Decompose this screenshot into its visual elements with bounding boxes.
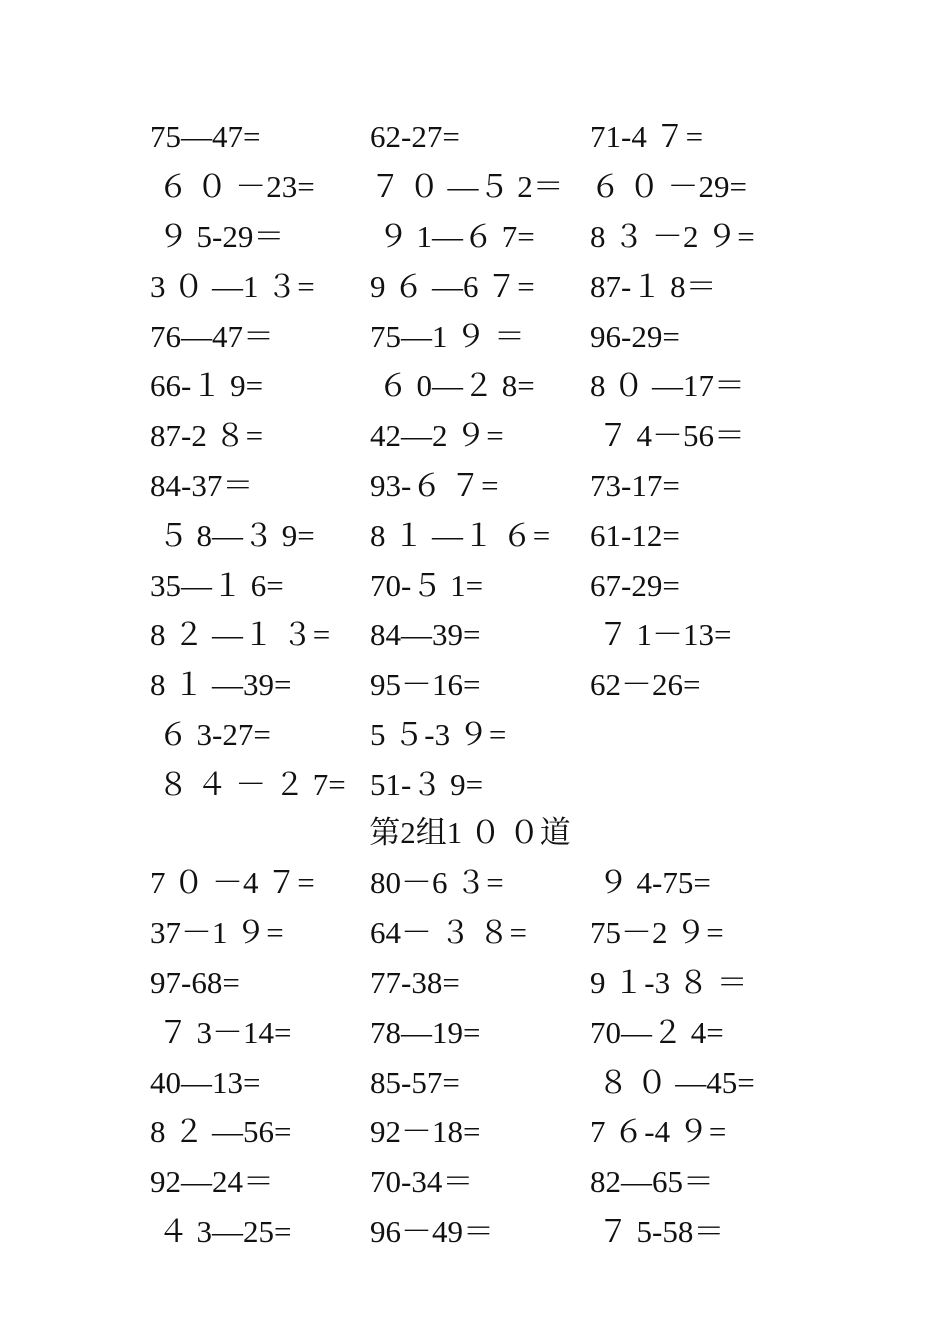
problem-row — [150, 908, 810, 958]
problem-row — [150, 858, 810, 908]
problem-row — [150, 610, 810, 660]
problem-row — [150, 1057, 810, 1107]
problem: 70-５ 1= — [370, 567, 484, 603]
problem: 82—65＝ — [590, 1164, 714, 1200]
problem: ６ 3-27= — [150, 716, 271, 752]
problem: 95－16= — [370, 667, 481, 703]
problem: 93-６ ７= — [370, 467, 499, 503]
problem: ７ 4－56＝ — [590, 418, 745, 454]
problem: ８ ４ － ２ 7= — [150, 766, 346, 802]
problem: 64－ ３ ８= — [370, 915, 527, 951]
problem: 85-57= — [370, 1064, 460, 1100]
problem: 75－2 ９= — [590, 915, 724, 951]
problem: 92—24＝ — [150, 1164, 274, 1200]
problem: 96-29= — [590, 318, 680, 354]
problem-set-1 — [150, 112, 810, 809]
problem: 87-2 ８= — [150, 418, 264, 454]
problem: 40—13= — [150, 1064, 261, 1100]
problem: 7 ６-4 ９= — [590, 1114, 727, 1150]
problem: 70-34＝ — [370, 1164, 474, 1200]
problem: ７ ０ —５ 2＝ — [370, 169, 564, 205]
problem-row — [150, 411, 810, 461]
problem: 70—２ 4= — [590, 1014, 724, 1050]
problem: ４ 3—25= — [150, 1213, 292, 1249]
problem: 42—2 ９= — [370, 418, 504, 454]
problem-row — [150, 1007, 810, 1057]
problem-row — [150, 1157, 810, 1207]
problem: ７ 3－14= — [150, 1014, 292, 1050]
problem: ９ 5-29＝ — [150, 218, 285, 254]
problem: 8 １ —１ ６= — [370, 517, 551, 553]
problem: 75—1 ９ ＝ — [370, 318, 525, 354]
problem-set-2 — [150, 858, 810, 1256]
problem: 8 ２ —１ ３= — [150, 617, 331, 653]
problem: 84-37＝ — [150, 467, 254, 503]
problem: 8 ２ —56= — [150, 1114, 292, 1150]
problem: 8 １ —39= — [150, 667, 292, 703]
problem: 84—39= — [370, 617, 481, 653]
problem: 8 ３ －2 ９= — [590, 218, 755, 254]
problem: 8 ０ —17＝ — [590, 368, 745, 404]
problem: 62-27= — [370, 119, 460, 155]
problem: 66-１ 9= — [150, 368, 264, 404]
problem: 71-4 ７= — [590, 119, 704, 155]
problem: ９ 4-75= — [590, 865, 711, 901]
problem-row — [150, 212, 810, 262]
problem-row — [150, 510, 810, 560]
problem-row — [150, 1207, 810, 1257]
problem: ６ ０ －29= — [590, 169, 747, 205]
problem: 7 ０ －4 ７= — [150, 865, 315, 901]
problem: 97-68= — [150, 964, 240, 1000]
problem: ８ ０ —45= — [590, 1064, 755, 1100]
problem: 73-17= — [590, 467, 680, 503]
problem-row — [150, 958, 810, 1008]
problem-row — [150, 660, 810, 710]
problem: 5 ５-3 ９= — [370, 716, 507, 752]
problem-row — [150, 311, 810, 361]
problem: 92－18= — [370, 1114, 481, 1150]
problem: 37－1 ９= — [150, 915, 284, 951]
problem: 78—19= — [370, 1014, 481, 1050]
problem: 87-１ 8＝ — [590, 268, 717, 304]
problem: 67-29= — [590, 567, 680, 603]
problem: ６ 0—２ 8= — [370, 368, 535, 404]
problem: 3 ０ —1 ３= — [150, 268, 315, 304]
problem-row — [150, 560, 810, 610]
problem: ９ 1—６ 7= — [370, 218, 535, 254]
problem: ７ 5-58＝ — [590, 1213, 725, 1249]
problem: 96－49＝ — [370, 1213, 494, 1249]
problem-row — [150, 759, 810, 809]
problem-row — [150, 461, 810, 511]
section-heading: 第2组1 ０ ０道 — [369, 815, 571, 850]
problem: 51-３ 9= — [370, 766, 484, 802]
problem: ６ ０ －23= — [150, 169, 315, 205]
problem: ５ 8—３ 9= — [150, 517, 315, 553]
problem: 9 ６ —6 ７= — [370, 268, 535, 304]
problem: ７ 1－13= — [590, 617, 732, 653]
problem-row — [150, 261, 810, 311]
problem: 77-38= — [370, 964, 460, 1000]
problem: 76—47＝ — [150, 318, 274, 354]
problem-row — [150, 112, 810, 162]
problem-row — [150, 162, 810, 212]
problem: 35—１ 6= — [150, 567, 284, 603]
problem-row — [150, 710, 810, 760]
problem: 80－6 ３= — [370, 865, 504, 901]
problem-row — [150, 1107, 810, 1157]
problem: 75—47= — [150, 119, 261, 155]
problem-row — [150, 361, 810, 411]
problem: 62－26= — [590, 667, 701, 703]
problem: 61-12= — [590, 517, 680, 553]
problem: 9 １-3 ８ ＝ — [590, 964, 748, 1000]
